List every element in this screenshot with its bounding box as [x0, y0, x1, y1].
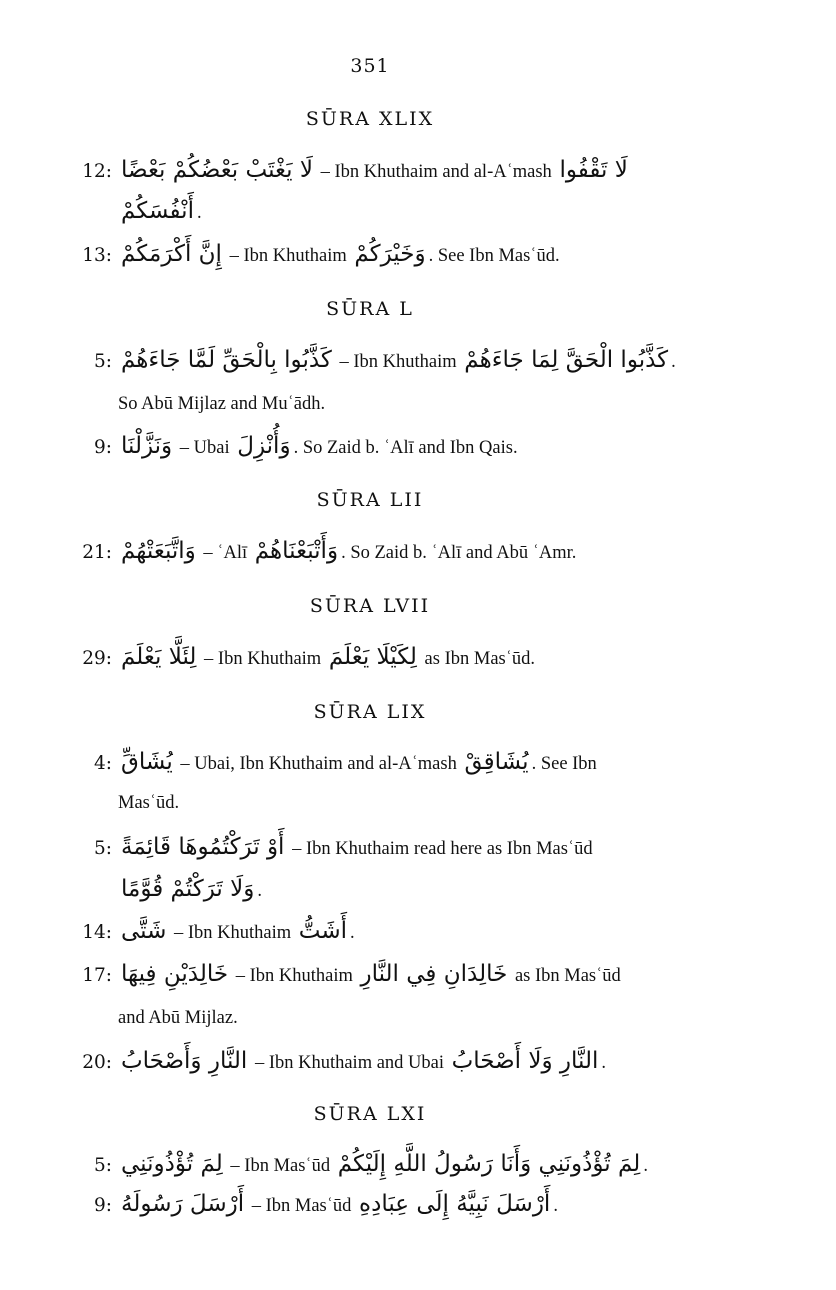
commentary-text: . — [350, 923, 355, 943]
commentary-text: . See Ibn Masʿūd. — [428, 246, 560, 266]
commentary-text: – Ibn Khuthaim and al-Aʿmash — [315, 162, 557, 182]
sura-heading: SŪRA LVII — [309, 595, 431, 617]
verse-number: 21: — [82, 542, 112, 563]
arabic-reading: لِكَيْلَا يَعْلَمَ — [328, 644, 417, 670]
arabic-reading: لَا تَقْفُوا — [559, 157, 628, 183]
verse-line — [70, 917, 355, 947]
commentary-text: Masʿūd. — [118, 793, 180, 813]
verse-number: 9: — [93, 437, 112, 458]
sura-heading: SŪRA XLIX — [305, 108, 435, 130]
verse-number: 4: — [93, 753, 112, 774]
verse-number: 20: — [82, 1052, 112, 1073]
arabic-reading: أَرْسَلَ نَبِيَّهُ إِلَى عِبَادِهِ — [359, 1191, 551, 1217]
commentary-text: – Ibn Khuthaim — [334, 352, 462, 372]
arabic-reading: وَلَا تَرَكْتُمْ قُوَّمًا — [121, 876, 255, 902]
commentary-text: – ʿAlī — [198, 543, 252, 563]
arabic-reading: النَّارِ وَلَا أَصْحَابُ — [451, 1048, 599, 1074]
commentary-text: – Ibn Khuthaim — [231, 966, 358, 986]
verse-number: 9: — [93, 1195, 112, 1216]
arabic-reading: أَرْسَلَ رَسُولَهُ — [121, 1191, 245, 1217]
commentary-text: . — [553, 1196, 558, 1216]
verse-number: 5: — [93, 351, 112, 372]
arabic-reading: أَنْفُسَكُمْ — [121, 198, 194, 224]
arabic-reading: أَشَتُّ — [298, 918, 348, 944]
arabic-reading: أَوْ تَرَكْتُمُوهَا قَائِمَةً — [121, 834, 285, 860]
verse-line — [70, 1190, 558, 1220]
commentary-text: – Ibn Khuthaim read here as Ibn Masʿūd — [287, 839, 593, 859]
verse-number: 14: — [82, 922, 112, 943]
page-number: 351 — [350, 55, 390, 77]
verse-line — [118, 197, 202, 227]
commentary-text: – Ubai — [175, 438, 235, 458]
verse-line — [70, 748, 597, 778]
arabic-reading: كَذَّبُوا بِالْحَقِّ لَمَّا جَاءَهُمْ — [121, 347, 332, 373]
commentary-text: So Abū Mijlaz and Muʿādh. — [118, 394, 326, 414]
commentary-text: . — [196, 203, 202, 223]
commentary-text: . — [671, 352, 676, 372]
verse-line — [70, 960, 621, 990]
verse-line — [70, 537, 576, 567]
sura-heading: SŪRA LII — [316, 489, 424, 511]
commentary-text: as Ibn Masʿūd. — [419, 649, 536, 669]
commentary-text: – Ibn Khuthaim — [224, 246, 352, 266]
arabic-reading: وَخَيْرَكُمْ — [354, 241, 426, 267]
verse-line — [70, 1047, 606, 1077]
verse-number: 12: — [82, 161, 112, 182]
sura-heading: SŪRA L — [326, 298, 414, 320]
verse-number: 5: — [93, 1155, 112, 1176]
commentary-text: . — [257, 881, 262, 901]
commentary-text: and Abū Mijlaz. — [118, 1008, 238, 1028]
arabic-reading: خَالِدَيْنِ فِيهَا — [121, 961, 229, 987]
arabic-reading: يُشَاقِقْ — [464, 749, 529, 775]
verse-line — [70, 643, 535, 673]
verse-line — [70, 240, 560, 270]
verse-line — [70, 1150, 648, 1180]
arabic-reading: وَنَزَّلْنَا — [121, 433, 173, 459]
verse-line — [118, 1004, 238, 1032]
commentary-text: – Ibn Khuthaim and Ubai — [250, 1053, 449, 1073]
arabic-reading: كَذَّبُوا الْحَقَّ لِمَا جَاءَهُمْ — [464, 347, 669, 373]
commentary-text: . See Ibn — [531, 754, 597, 774]
verse-line — [70, 346, 676, 376]
verse-line — [118, 390, 325, 418]
arabic-reading: النَّارِ وَأَصْحَابُ — [121, 1048, 248, 1074]
arabic-reading: لِمَ تُؤْذُونَنِي — [121, 1151, 223, 1177]
commentary-text: . — [643, 1156, 648, 1176]
verse-line — [70, 432, 518, 462]
commentary-text: – Ibn Khuthaim — [199, 649, 326, 669]
commentary-text: – Ibn Masʿūd — [247, 1196, 357, 1216]
arabic-reading: لَا يَغْتَبْ بَعْضُكُمْ بَعْضًا — [121, 157, 313, 183]
verse-line — [70, 156, 631, 186]
verse-number: 17: — [82, 965, 112, 986]
arabic-reading: وَأُنْزِلَ — [237, 433, 291, 459]
arabic-reading: وَأَتْبَعْنَاهُمْ — [254, 538, 339, 564]
verse-line — [70, 833, 593, 863]
verse-number: 13: — [82, 245, 112, 266]
sura-heading: SŪRA LXI — [313, 1103, 427, 1125]
commentary-text: . — [601, 1053, 606, 1073]
arabic-reading: وَاتَّبَعَتْهُمْ — [121, 538, 196, 564]
commentary-text: as Ibn Masʿūd — [510, 966, 621, 986]
sura-heading: SŪRA LIX — [313, 701, 427, 723]
verse-number: 29: — [82, 648, 112, 669]
arabic-reading: لِمَ تُؤْذُونَنِي وَأَنَا رَسُولُ اللَّهِ إِلَيْكُمْ — [337, 1151, 641, 1177]
arabic-reading: خَالِدَانِ فِي النَّارِ — [360, 961, 508, 987]
commentary-text: – Ubai, Ibn Khuthaim and al-Aʿmash — [175, 754, 462, 774]
commentary-text: . So Zaid b. ʿAlī and Abū ʿAmr. — [341, 543, 577, 563]
arabic-reading: شَتَّى — [121, 918, 167, 944]
commentary-text: – Ibn Masʿūd — [225, 1156, 335, 1176]
verse-line — [118, 789, 179, 817]
commentary-text: – Ibn Khuthaim — [169, 923, 296, 943]
arabic-reading: إِنَّ أَكْرَمَكُمْ — [121, 241, 222, 267]
commentary-text: . So Zaid b. ʿAlī and Ibn Qais. — [293, 438, 518, 458]
verse-line — [118, 875, 262, 905]
verse-number: 5: — [93, 838, 112, 859]
arabic-reading: لِئَلَّا يَعْلَمَ — [121, 644, 197, 670]
arabic-reading: يُشَاقِّ — [121, 749, 173, 775]
